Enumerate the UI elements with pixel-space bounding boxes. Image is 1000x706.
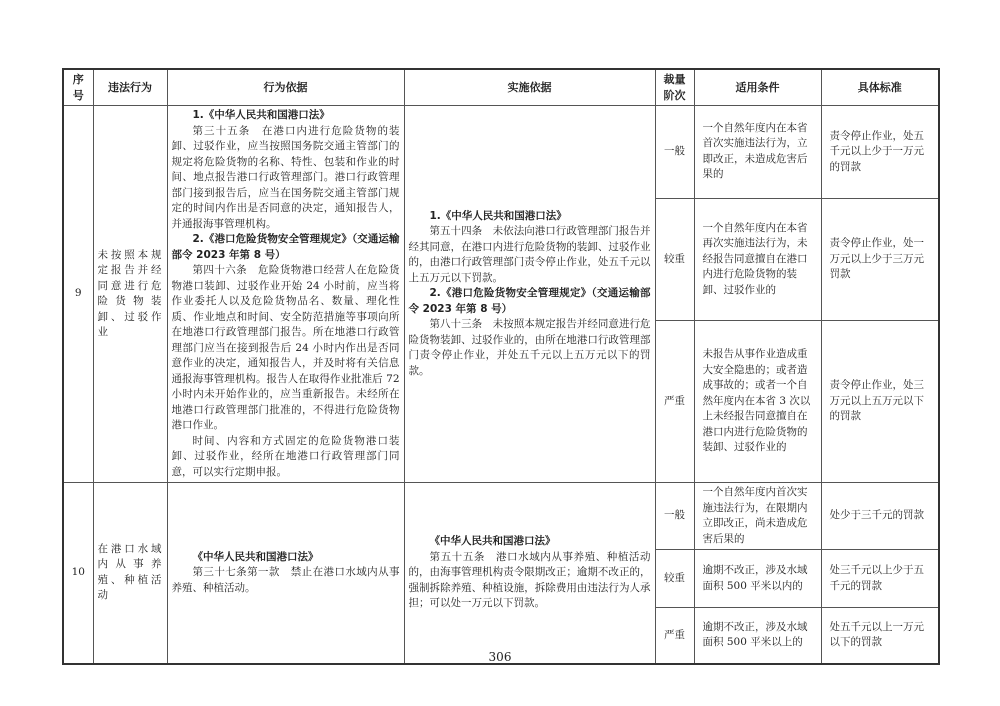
header-std: 具体标准 — [821, 69, 939, 106]
penalty-standard: 责令停止作业，处三万元以上五万元以下的罚款 — [821, 321, 939, 483]
law-article: 第八十三条 未按照本规定报告并经同意进行危险货物装卸、过驳作业的，由所在地港口行政管理部门责令停止作业，并处五千元以上五万元以下的罚款。 — [408, 318, 651, 377]
law-title: 《中华人民共和国港口法》 — [192, 550, 319, 563]
law-article: 第三十七条第一款 禁止在港口水域内从事养殖、种植活动。 — [171, 566, 400, 594]
law-article: 时间、内容和方式固定的危险货物港口装卸、过驳作业，经所在地港口行政管理部门同意，可以实行定期申报。 — [171, 434, 400, 478]
violation-act: 在港口水域内从事养殖、种植活动 — [93, 483, 167, 664]
law-title: 2.《港口危险货物安全管理规定》（交通运输部令 2023 年第 8 号） — [171, 233, 400, 261]
applicable-condition: 一个自然年度内在本省再次实施违法行为，未经报告同意擅自在港口内进行危险货物的装卸、过驳作业的 — [694, 198, 821, 320]
law-article: 第五十五条 港口水域内从事养殖、种植活动的，由海事管理机构责令限期改正；逾期不改正的，强制拆除养殖、种植设施，拆除费用由违法行为人承担；可以处一万元以下罚款。 — [408, 550, 651, 609]
implementation-basis — [404, 483, 655, 664]
table-row — [63, 106, 939, 199]
table-row — [63, 483, 939, 550]
header-cond: 适用条件 — [694, 69, 821, 106]
violation-act: 未按照本规定报告并经同意进行危险货物装卸、过驳作业 — [93, 106, 167, 483]
applicable-condition: 未报告从事作业造成重大安全隐患的；或者造成事故的；或者一个自然年度内在本省 3 次以上未经报告同意擅自在港口内进行危险货物的装卸、过驳作业的 — [694, 321, 821, 483]
header-basis: 行为依据 — [167, 69, 404, 106]
applicable-condition: 逾期不改正，涉及水域面积 500 平米以内的 — [694, 550, 821, 608]
row-number: 10 — [63, 483, 93, 664]
header-impl: 实施依据 — [404, 69, 655, 106]
law-title: 1.《中华人民共和国港口法》 — [192, 109, 330, 121]
applicable-condition: 一个自然年度内首次实施违法行为，在限期内立即改正，尚未造成危害后果的 — [694, 483, 821, 550]
applicable-condition: 一个自然年度内在本省首次实施违法行为，立即改正，未造成危害后果的 — [694, 106, 821, 199]
discretion-level: 一般 — [655, 106, 694, 199]
penalty-standard: 责令停止作业，处一万元以上少于三万元罚款 — [821, 198, 939, 320]
law-title: 1.《中华人民共和国港口法》 — [429, 209, 567, 222]
discretion-level: 严重 — [655, 608, 694, 664]
table-header-row — [63, 69, 939, 106]
behavior-basis — [167, 106, 404, 483]
penalty-standard: 处五千元以上一万元以下的罚款 — [821, 608, 939, 664]
implementation-basis — [404, 106, 655, 483]
law-article: 第三十五条 在港口内进行危险货物的装卸、过驳作业，应当按照国务院交通主管部门的规定将危险货物的名称、特性、包装和作业的时间、地点报告港口行政管理部门。港口行政管理部门接到报告后，应当在国务院交通主管部门规定的时间内作出是否同意的决定，通知报告人，并通报海事管理机构。 — [171, 124, 400, 230]
page-number: 306 — [488, 650, 512, 664]
discretion-level: 一般 — [655, 483, 694, 550]
law-article: 第五十四条 未依法向港口行政管理部门报告并经其同意，在港口内进行危险货物的装卸、过驳作业的，由港口行政管理部门责令停止作业，处五千元以上五万元以下罚款。 — [408, 225, 651, 284]
penalty-discretion-table — [62, 68, 940, 665]
header-no: 序号 — [63, 69, 93, 106]
applicable-condition: 逾期不改正，涉及水域面积 500 平米以上的 — [694, 608, 821, 664]
behavior-basis — [167, 483, 404, 664]
penalty-standard: 处三千元以上少于五千元的罚款 — [821, 550, 939, 608]
law-title: 《中华人民共和国港口法》 — [429, 535, 556, 547]
discretion-level: 较重 — [655, 550, 694, 608]
discretion-level: 严重 — [655, 321, 694, 483]
discretion-level: 较重 — [655, 198, 694, 320]
law-article: 第四十六条 危险货物港口经营人在危险货物港口装卸、过驳作业开始 24 小时前，应当将作业委托人以及危险货物品名、数量、理化性质、作业地点和时间、安全防范措施等事项向所在地港口行政管理部门报告。所在地港口行政管理部门应当在接到报告后 24 小时内作出是否同意作业的决定，通知报告人，并及时将有关信息通报海事管理机构。报告人在取得作业批准后 72 小时内未开始作业的，应当重新报告。未经所在地港口行政管理部门批准的，不得进行危险货物港口作业。 — [171, 264, 400, 431]
row-number: 9 — [63, 106, 93, 483]
penalty-standard: 责令停止作业，处五千元以上少于一万元的罚款 — [821, 106, 939, 199]
penalty-standard: 处少于三千元的罚款 — [821, 483, 939, 550]
law-title: 2.《港口危险货物安全管理规定》（交通运输部令 2023 年第 8 号） — [408, 287, 651, 315]
header-level: 裁量阶次 — [655, 69, 694, 106]
header-act: 违法行为 — [93, 69, 167, 106]
